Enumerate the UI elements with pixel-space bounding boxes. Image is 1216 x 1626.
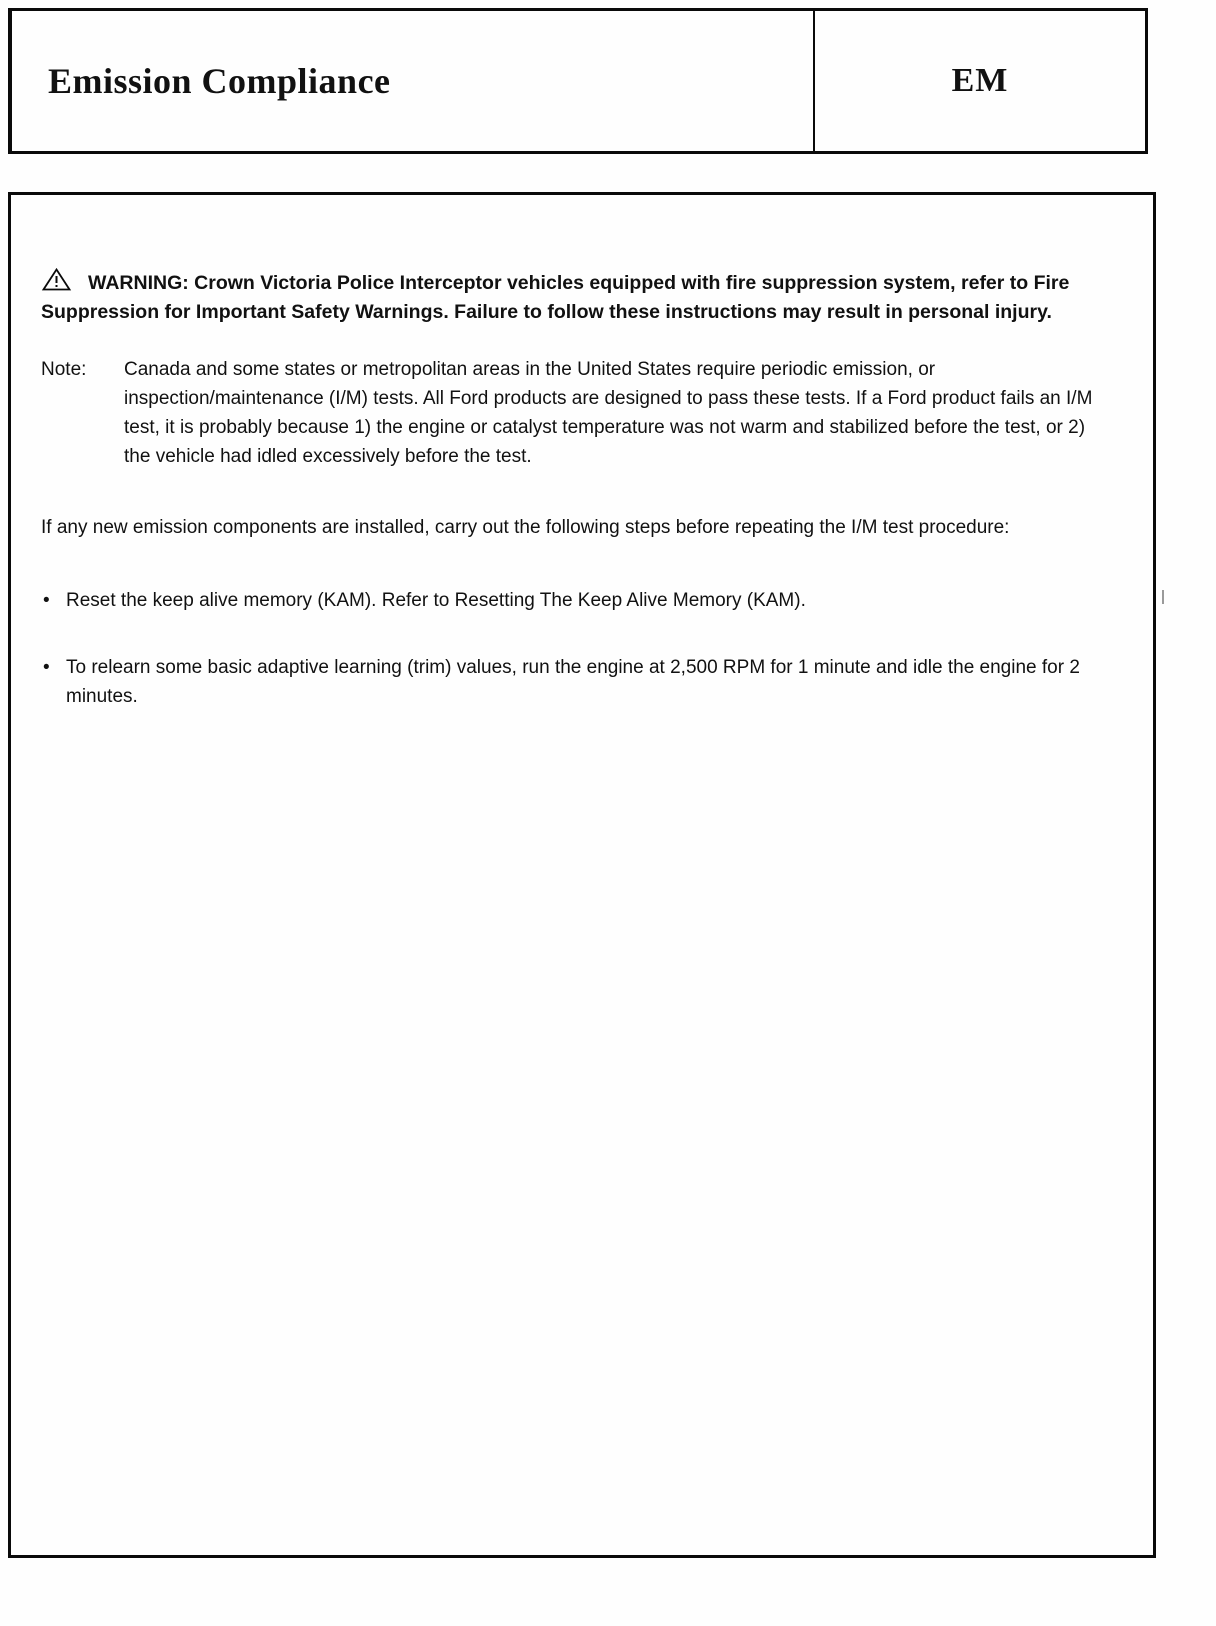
section-code-cell [815, 11, 1145, 151]
warning-text: WARNING: Crown Victoria Police Interceptor vehicles equipped with fire suppression system, refer to Fire Suppression for Important Safety Warnings. Failure to follow these instructions may result in personal injury. [41, 272, 1070, 323]
bullet-item-reset-kam: • Reset the keep alive memory (KAM). Refer to Resetting The Keep Alive Memory (KAM). [41, 586, 1119, 615]
warning-triangle-icon [41, 267, 72, 292]
page-header [8, 8, 1148, 154]
note-label: Note: [41, 359, 87, 380]
content-box [8, 192, 1156, 1558]
warning-paragraph [41, 267, 1119, 327]
note-block [41, 355, 1113, 471]
note-text: Canada and some states or metropolitan areas in the United States require periodic emission, or inspection/maintenance (I/M) tests. All Ford products are designed to pass these tests. If a Ford product fails an I/M test, it is probably because 1) the engine or catalyst temperature was not warm and stabilized before the test, or 2) the vehicle had idled excessively before the test. [124, 359, 1093, 467]
section-code: EM [951, 62, 1009, 99]
intro-paragraph: If any new emission components are installed, carry out the following steps before repeating the I/M test procedure: [41, 517, 1010, 538]
bullet-item-relearn-trim: • To relearn some basic adaptive learning (trim) values, run the engine at 2,500 RPM for 1 minute and idle the engine for 2 minutes. [41, 653, 1119, 711]
bullet-list [33, 586, 1119, 711]
scan-artifact-line [1162, 590, 1164, 604]
page-title: Emission Compliance [48, 61, 391, 101]
